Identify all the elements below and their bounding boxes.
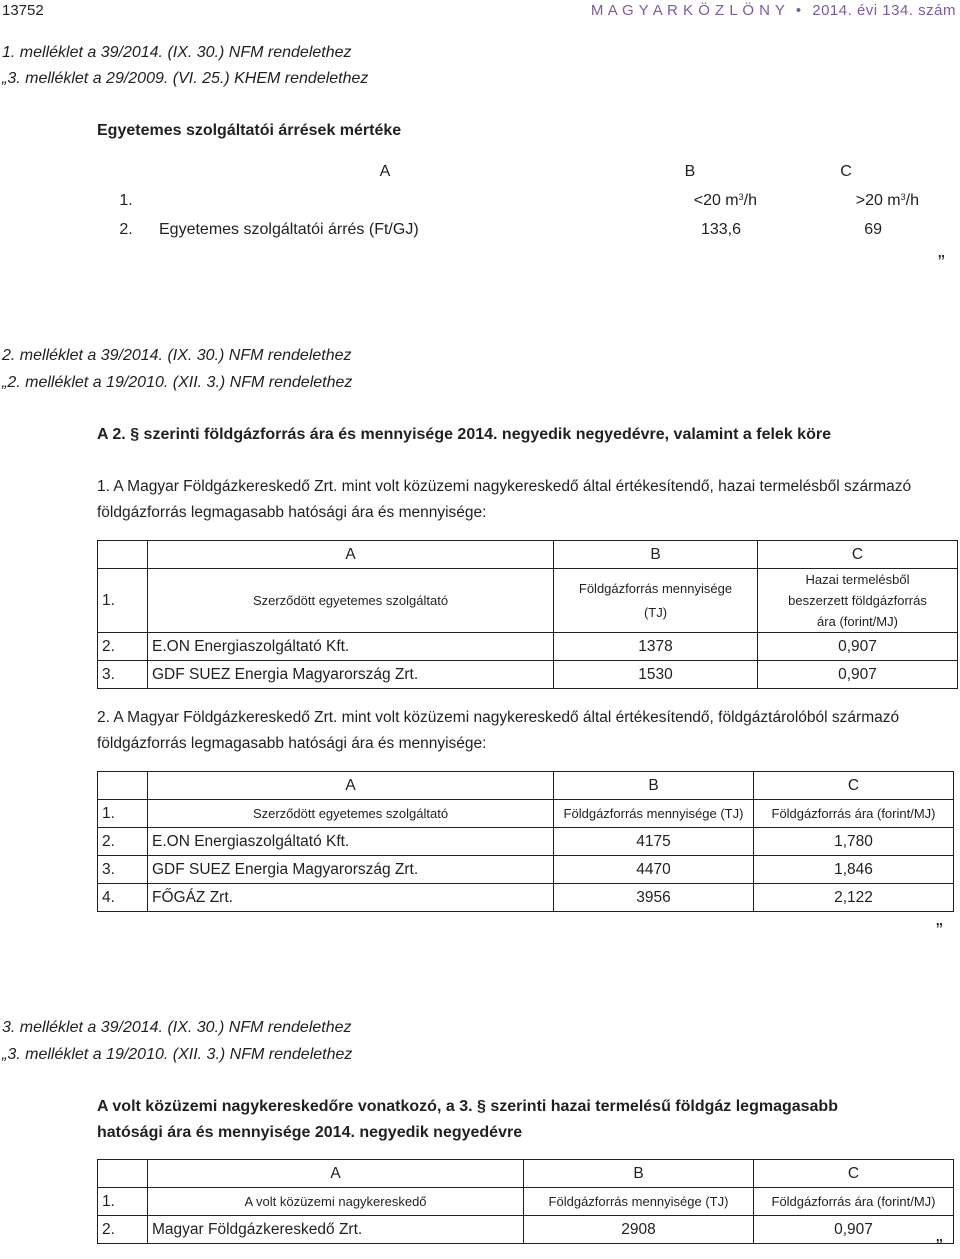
table-header-row	[97, 157, 927, 186]
annex-2-reference: „2. melléklet a 19/2010. (XII. 3.) NFM rendelethez	[2, 374, 353, 391]
cell-b: 2908	[524, 1216, 754, 1244]
row-number: 1.	[98, 800, 148, 828]
cell-a: Magyar Földgázkereskedő Zrt.	[148, 1216, 524, 1244]
col-header-c: C	[758, 541, 958, 569]
section-2-heading: A 2. § szerinti földgázforrás ára és mennyisége 2014. negyedik negyedévre, valamint a felek köre	[97, 426, 831, 443]
journal-header	[591, 2, 956, 19]
cell-a: E.ON Energiaszolgáltató Kft.	[148, 828, 554, 856]
col-header-a: A	[148, 541, 554, 569]
annex-3-reference: „3. melléklet a 19/2010. (XII. 3.) NFM rendelethez	[2, 1046, 353, 1063]
row-number: 1.	[119, 191, 133, 209]
table-header-row	[98, 1160, 954, 1188]
closing-quote: ”	[936, 1236, 943, 1258]
row-number: 3.	[98, 661, 148, 689]
cell-c: 1,780	[754, 828, 954, 856]
cell-b: 4175	[554, 828, 754, 856]
cell-c: Földgázforrás ára (forint/MJ)	[754, 800, 954, 828]
col-header-b: B	[554, 541, 758, 569]
cell-b: Földgázforrás mennyisége (TJ)	[554, 569, 758, 633]
cell-a: Egyetemes szolgáltatói árrés (Ft/GJ)	[159, 220, 419, 238]
annex-1-title: 1. melléklet a 39/2014. (IX. 30.) NFM rendelethez	[2, 44, 352, 61]
annex-1-reference: „3. melléklet a 29/2009. (VI. 25.) KHEM rendelethez	[2, 70, 369, 87]
col-header-c: C	[754, 772, 954, 800]
paragraph-2-line-2: földgázforrás legmagasabb hatósági ára és mennyisége:	[97, 735, 487, 752]
row-number: 4.	[98, 884, 148, 912]
paragraph-1-line-2: földgázforrás legmagasabb hatósági ára és mennyisége:	[97, 504, 487, 521]
table-row	[98, 800, 954, 828]
cell-c: 2,122	[754, 884, 954, 912]
row-number: 1.	[98, 1188, 148, 1216]
row-number: 2.	[119, 220, 133, 238]
row-number: 2.	[98, 633, 148, 661]
closing-quote: ”	[938, 252, 945, 274]
header-bullet: •	[795, 2, 802, 19]
wholesaler-gas-table	[97, 1159, 954, 1244]
cell-b: 4470	[554, 856, 754, 884]
cell-b: <20 $m^3/h$	[693, 191, 757, 209]
cell-c: 1,846	[754, 856, 954, 884]
cell-a: Szerződött egyetemes szolgáltató	[148, 569, 554, 633]
storage-gas-table	[97, 771, 954, 912]
table-row	[98, 633, 958, 661]
cell-a: GDF SUEZ Energia Magyarország Zrt.	[148, 856, 554, 884]
cell-b: Földgázforrás mennyisége (TJ)	[554, 800, 754, 828]
table-row	[97, 186, 927, 215]
col-header-a: A	[379, 162, 391, 180]
cell-c: Hazai termelésből beszerzett földgázforrás ára (forint/MJ)	[758, 569, 958, 633]
page-number: 13752	[2, 2, 44, 19]
closing-quote: ”	[936, 920, 943, 942]
cell-a	[155, 186, 615, 215]
paragraph-1-line-1: 1. A Magyar Földgázkereskedő Zrt. mint volt közüzemi nagykereskedő által értékesítendő, hazai termelésből származó	[97, 478, 912, 495]
cell-a: FŐGÁZ Zrt.	[148, 884, 554, 912]
row-number: 3.	[98, 856, 148, 884]
cell-a: Szerződött egyetemes szolgáltató	[148, 800, 554, 828]
col-header-b: B	[684, 162, 696, 180]
cell-c: 69	[864, 220, 882, 238]
row-number: 1.	[98, 569, 148, 633]
row-number: 2.	[98, 1216, 148, 1244]
col-header-b: B	[554, 772, 754, 800]
table-row	[98, 569, 958, 633]
table-row	[98, 884, 954, 912]
cell-c: >20 $m^3/h$	[855, 191, 919, 209]
table-row	[97, 215, 927, 244]
col-header-c: C	[754, 1160, 954, 1188]
table-row	[98, 856, 954, 884]
margin-table	[97, 157, 927, 244]
cell-a: GDF SUEZ Energia Magyarország Zrt.	[148, 661, 554, 689]
issue-number: 2014. évi 134. szám	[812, 2, 956, 19]
cell-a: A volt közüzemi nagykereskedő	[148, 1188, 524, 1216]
cell-b: 133,6	[700, 220, 741, 238]
annex-3-title: 3. melléklet a 39/2014. (IX. 30.) NFM rendelethez	[2, 1019, 352, 1036]
cell-a: E.ON Energiaszolgáltató Kft.	[148, 633, 554, 661]
table-row	[98, 661, 958, 689]
col-header-b: B	[524, 1160, 754, 1188]
cell-c: Földgázforrás ára (forint/MJ)	[754, 1188, 954, 1216]
row-number: 2.	[98, 828, 148, 856]
journal-title: M A G Y A R K Ö Z L Ö N Y	[590, 2, 786, 19]
table-row	[98, 828, 954, 856]
section-1-heading: Egyetemes szolgáltatói árrések mértéke	[97, 122, 402, 139]
domestic-gas-table	[97, 540, 958, 689]
cell-b: 1378	[554, 633, 758, 661]
table-row	[98, 1188, 954, 1216]
col-header-a: A	[148, 1160, 524, 1188]
table-header-row	[98, 541, 958, 569]
cell-c: 0,907	[758, 633, 958, 661]
col-header-c: C	[840, 162, 852, 180]
col-header-a: A	[148, 772, 554, 800]
section-3-heading-line-2: hatósági ára és mennyisége 2014. negyedik negyedévre	[97, 1124, 523, 1141]
annex-2-title: 2. melléklet a 39/2014. (IX. 30.) NFM rendelethez	[2, 347, 352, 364]
cell-c: 0,907	[758, 661, 958, 689]
paragraph-2-line-1: 2. A Magyar Földgázkereskedő Zrt. mint volt közüzemi nagykereskedő által értékesítendő, földgáztárolóból származó	[97, 709, 900, 726]
table-header-row	[98, 772, 954, 800]
cell-b: Földgázforrás mennyisége (TJ)	[524, 1188, 754, 1216]
cell-b: 1530	[554, 661, 758, 689]
cell-c: 0,907	[754, 1216, 954, 1244]
section-3-heading-line-1: A volt közüzemi nagykereskedőre vonatkozó, a 3. § szerinti hazai termelésű földgáz legmagasabb	[97, 1098, 838, 1115]
cell-b: 3956	[554, 884, 754, 912]
table-row	[98, 1216, 954, 1244]
